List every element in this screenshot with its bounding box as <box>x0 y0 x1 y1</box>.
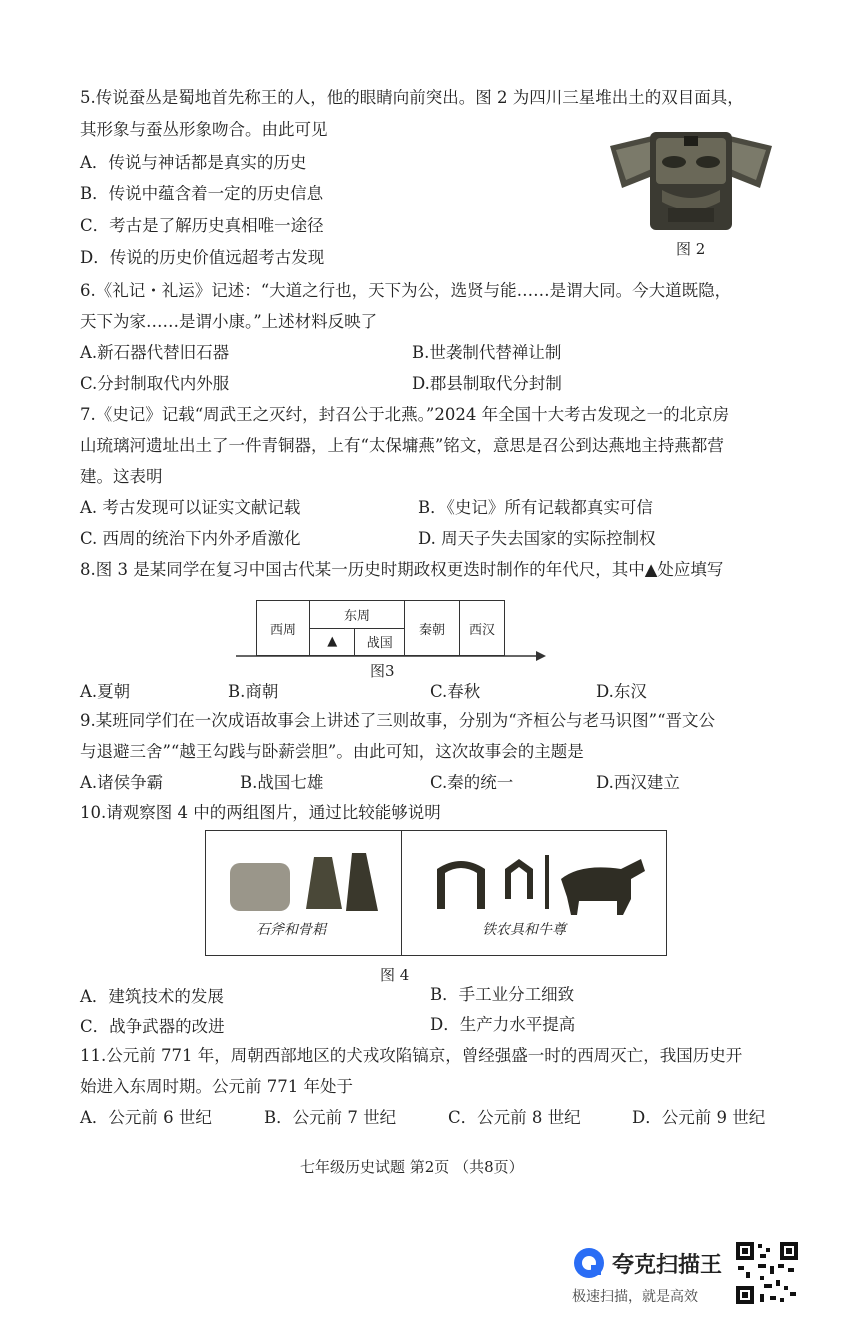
q11-stem-line1: 11.公元前 771 年，周朝西部地区的犬戎攻陷镐京，曾经强盛一时的西周灭亡，我国历史开 <box>80 1046 743 1065</box>
q8-option-b: B.商朝 <box>228 682 279 701</box>
scanner-brand: 夸克扫描王 <box>612 1253 723 1278</box>
ruler-dongzhou: 东周 <box>310 601 405 629</box>
q11-stem-line2: 始进入东周时期。公元前 771 年处于 <box>80 1077 353 1096</box>
q5-option-c: C．考古是了解历史真相唯一途径 <box>80 216 324 235</box>
q9-option-a: A.诸侯争霸 <box>80 773 164 792</box>
q6-option-d: D.郡县制取代分封制 <box>412 374 562 393</box>
q7-stem-line2: 山琉璃河遗址出土了一件青铜器，上有“太保墉燕”铭文，意思是召公到达燕地主持燕都营 <box>80 436 724 455</box>
q7-option-c: C. 西周的统治下内外矛盾激化 <box>80 529 301 548</box>
ruler-triangle-blank: ▲ <box>310 628 355 656</box>
q10-option-c: C．战争武器的改进 <box>80 1017 225 1036</box>
qr-code-icon <box>734 1240 800 1306</box>
q11-option-b: B．公元前 7 世纪 <box>264 1108 397 1127</box>
q10-option-d: D．生产力水平提高 <box>430 1015 576 1034</box>
q5-option-d: D．传说的历史价值远超考古发现 <box>80 248 325 267</box>
q7-option-d: D. 周天子失去国家的实际控制权 <box>418 529 656 548</box>
fig4-frame <box>205 830 667 956</box>
ruler-zhanguo: 战国 <box>355 628 405 656</box>
timeline-ruler <box>256 600 505 656</box>
q6-option-b: B.世袭制代替禅让制 <box>412 343 562 362</box>
ruler-xihan: 西汉 <box>460 601 505 656</box>
q9-stem-line1: 9.某班同学们在一次成语故事会上讲述了三则故事，分别为“齐桓公与老马识图”“晋文公 <box>80 711 716 730</box>
q5-option-a: A．传说与神话都是真实的历史 <box>80 153 307 172</box>
scanner-slogan: 极速扫描，就是高效 <box>572 1289 698 1305</box>
fig4-right-caption: 铁农具和牛尊 <box>482 922 566 938</box>
q5-stem-line2: 其形象与蚕丛形象吻合。由此可见 <box>80 120 328 139</box>
q7-stem-line3: 建。这表明 <box>80 467 163 486</box>
stone-axe-bone-spade-image <box>226 849 386 919</box>
q8-option-d: D.东汉 <box>596 682 647 701</box>
q11-option-d: D．公元前 9 世纪 <box>632 1108 766 1127</box>
fig4-caption: 图 4 <box>380 966 410 984</box>
q5-stem-line1: 5.传说蚕丛是蜀地首先称王的人，他的眼睛向前突出。图 2 为四川三星堆出土的双目面具， <box>80 88 744 107</box>
fig2-caption: 图 2 <box>676 240 706 258</box>
q11-option-c: C．公元前 8 世纪 <box>448 1108 581 1127</box>
q6-stem-line1: 6.《礼记・礼运》记述：“大道之行也，天下为公，选贤与能……是谓大同。今大道既隐， <box>80 281 732 300</box>
q7-option-b: B．《史记》所有记载都真实可信 <box>418 498 653 517</box>
q8-stem: 8.图 3 是某同学在复习中国古代某一历史时期政权更迭时制作的年代尺，其中▲处应填写 <box>80 560 724 579</box>
fig4-left-caption: 石斧和骨耜 <box>256 922 326 938</box>
q9-stem-line2: 与退避三舍”“越王勾践与卧薪尝胆”。由此可知，这次故事会的主题是 <box>80 742 584 761</box>
q6-stem-line2: 天下为家……是谓小康。”上述材料反映了 <box>80 312 378 331</box>
fig3-caption: 图3 <box>370 662 395 680</box>
ruler-xizhou: 西周 <box>257 601 310 656</box>
q10-option-a: A．建筑技术的发展 <box>80 987 224 1006</box>
q5-option-b: B．传说中蕴含着一定的历史信息 <box>80 184 324 203</box>
iron-tools-ox-zun-image <box>431 849 651 921</box>
q10-option-b: B．手工业分工细致 <box>430 985 575 1004</box>
ruler-qin: 秦朝 <box>405 601 460 656</box>
fig4-divider <box>401 831 402 955</box>
q9-option-c: C.秦的统一 <box>430 773 514 792</box>
q7-option-a: A. 考古发现可以证实文献记载 <box>80 498 301 517</box>
q8-option-c: C.春秋 <box>430 682 481 701</box>
q11-option-a: A．公元前 6 世纪 <box>80 1108 212 1127</box>
q6-option-c: C.分封制取代内外服 <box>80 374 230 393</box>
page-footer: 七年级历史试题 第2页 （共8页） <box>300 1158 524 1176</box>
q10-stem: 10.请观察图 4 中的两组图片，通过比较能够说明 <box>80 803 441 822</box>
scanner-logo-icon <box>572 1246 606 1280</box>
q8-option-a: A.夏朝 <box>80 682 131 701</box>
bronze-mask-image <box>602 128 780 233</box>
q7-stem-line1: 7.《史记》记载“周武王之灭纣，封召公于北燕。”2024 年全国十大考古发现之一的北京房 <box>80 405 730 424</box>
q6-option-a: A.新石器代替旧石器 <box>80 343 230 362</box>
q9-option-d: D.西汉建立 <box>596 773 680 792</box>
q9-option-b: B.战国七雄 <box>240 773 324 792</box>
